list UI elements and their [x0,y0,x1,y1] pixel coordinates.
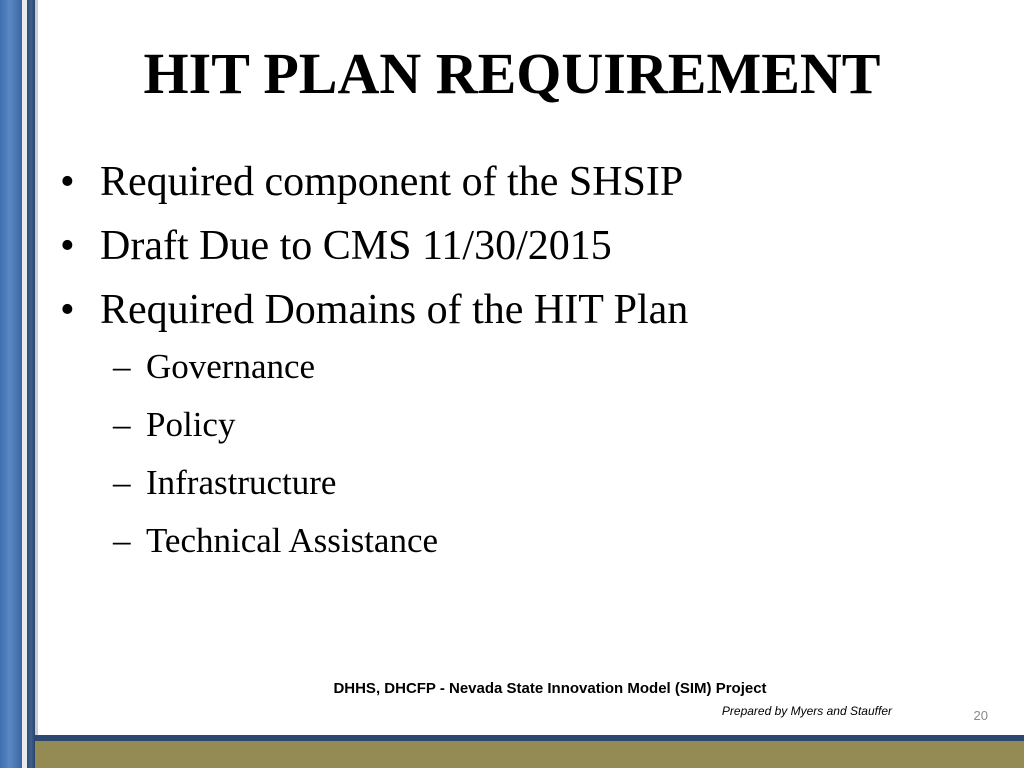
sub-bullet-text: Governance [146,347,316,386]
slide-content [60,150,980,570]
bullet-item [60,214,980,278]
sub-bullet-mark: – [113,405,131,444]
sub-bullet-text: Infrastructure [146,463,337,502]
sub-bullet-mark: – [113,347,131,386]
left-divider-line [35,0,38,768]
bullet-item [60,150,980,214]
footer-prepared-by: Prepared by Myers and Stauffer [721,704,892,718]
left-blue-stripe [0,0,22,768]
sub-bullet-text: Policy [146,405,236,444]
bullet-text: Required Domains of the HIT Plan [100,287,689,333]
bullet-mark: • [60,287,75,333]
slide-title: HIT PLAN REQUIREMENT [143,41,881,106]
bullet-item [60,278,980,342]
sub-bullet-item [60,512,980,570]
footer-project-title: DHHS, DHCFP - Nevada State Innovation Model (SIM) Project [333,680,767,697]
sub-bullet-mark: – [113,521,131,560]
bottom-olive-bar [35,741,1024,768]
sub-bullet-item [60,454,980,512]
bullet-mark: • [60,159,75,205]
sub-bullet-item [60,338,980,396]
left-navy-stripe [27,0,35,768]
bullet-mark: • [60,223,75,269]
page-number: 20 [973,708,988,723]
sub-bullet-text: Technical Assistance [146,521,439,560]
bullet-text: Required component of the SHSIP [100,159,684,205]
bullet-text: Draft Due to CMS 11/30/2015 [100,223,612,269]
sub-bullet-mark: – [113,463,131,502]
sub-bullet-item [60,396,980,454]
